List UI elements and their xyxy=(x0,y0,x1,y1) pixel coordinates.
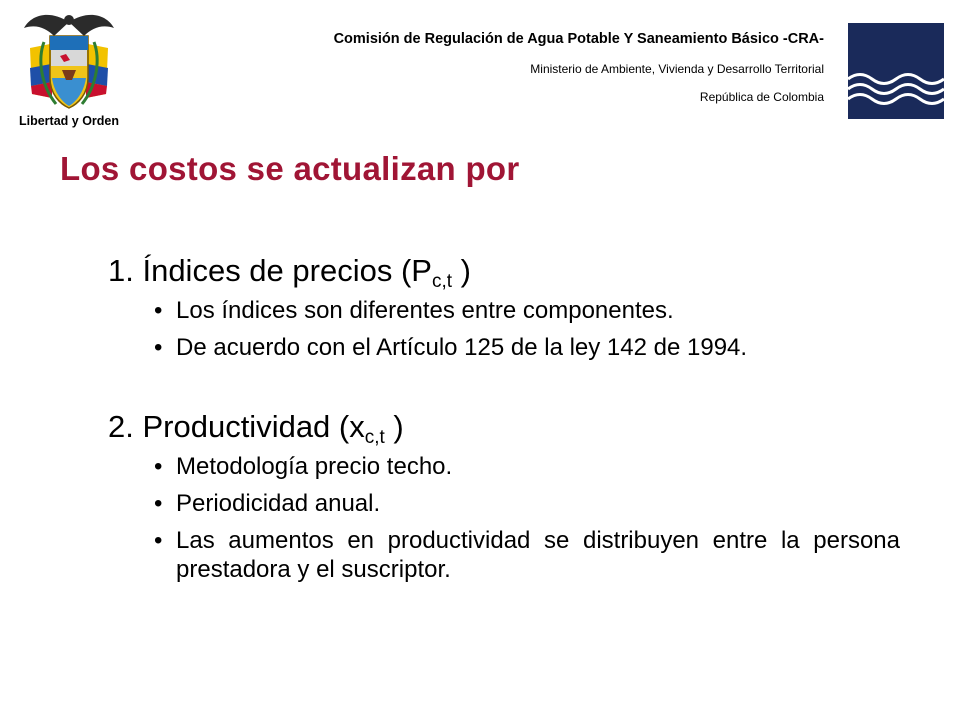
bullet-text: Periodicidad anual. xyxy=(176,490,381,517)
section-heading-text: 1. Índices de precios (P xyxy=(108,253,432,288)
list-item xyxy=(154,526,900,584)
list-item xyxy=(154,489,900,518)
bullet-icon: • xyxy=(154,297,163,324)
cra-logo xyxy=(848,23,944,119)
bullet-list xyxy=(108,452,900,584)
section-heading-end: ) xyxy=(452,253,471,288)
slide-content xyxy=(108,252,900,592)
list-item xyxy=(154,333,900,362)
bullet-text: Metodología precio techo. xyxy=(176,453,453,480)
bullet-text: Los índices son diferentes entre componentes. xyxy=(176,297,674,324)
organization-name: Comisión de Regulación de Agua Potable Y Saneamiento Básico -CRA- xyxy=(333,31,824,47)
section-heading-text: 2. Productividad (x xyxy=(108,409,365,444)
country-name: República de Colombia xyxy=(699,90,824,104)
section-heading-end: ) xyxy=(384,409,404,444)
bullet-icon: • xyxy=(154,334,163,361)
bullet-icon: • xyxy=(154,490,163,517)
ministry-name: Ministerio de Ambiente, Vivienda y Desarrollo Territorial xyxy=(530,62,824,76)
section-spacer xyxy=(108,370,900,408)
list-item xyxy=(154,452,900,481)
water-waves-icon xyxy=(848,23,944,119)
section-heading-subscript: c,t xyxy=(431,271,453,292)
section-heading-productivity xyxy=(108,408,900,446)
bullet-text: De acuerdo con el Artículo 125 de la ley 142 de 1994. xyxy=(176,334,748,361)
crest-motto: Libertad y Orden xyxy=(18,114,120,128)
header-text-block xyxy=(224,30,824,104)
coat-of-arms-icon xyxy=(10,8,128,112)
bullet-icon: • xyxy=(154,453,163,480)
bullet-icon: • xyxy=(154,527,163,554)
coat-of-arms-logo xyxy=(10,8,128,136)
bullet-text: Las aumentos en productividad se distribuyen entre la persona prestadora y el suscriptor. xyxy=(176,527,900,583)
section-heading-subscript: c,t xyxy=(364,427,385,448)
bullet-list xyxy=(108,296,900,362)
slide-title: Los costos se actualizan por xyxy=(60,150,520,187)
list-item xyxy=(154,296,900,325)
section-heading-price-indices xyxy=(108,252,900,290)
